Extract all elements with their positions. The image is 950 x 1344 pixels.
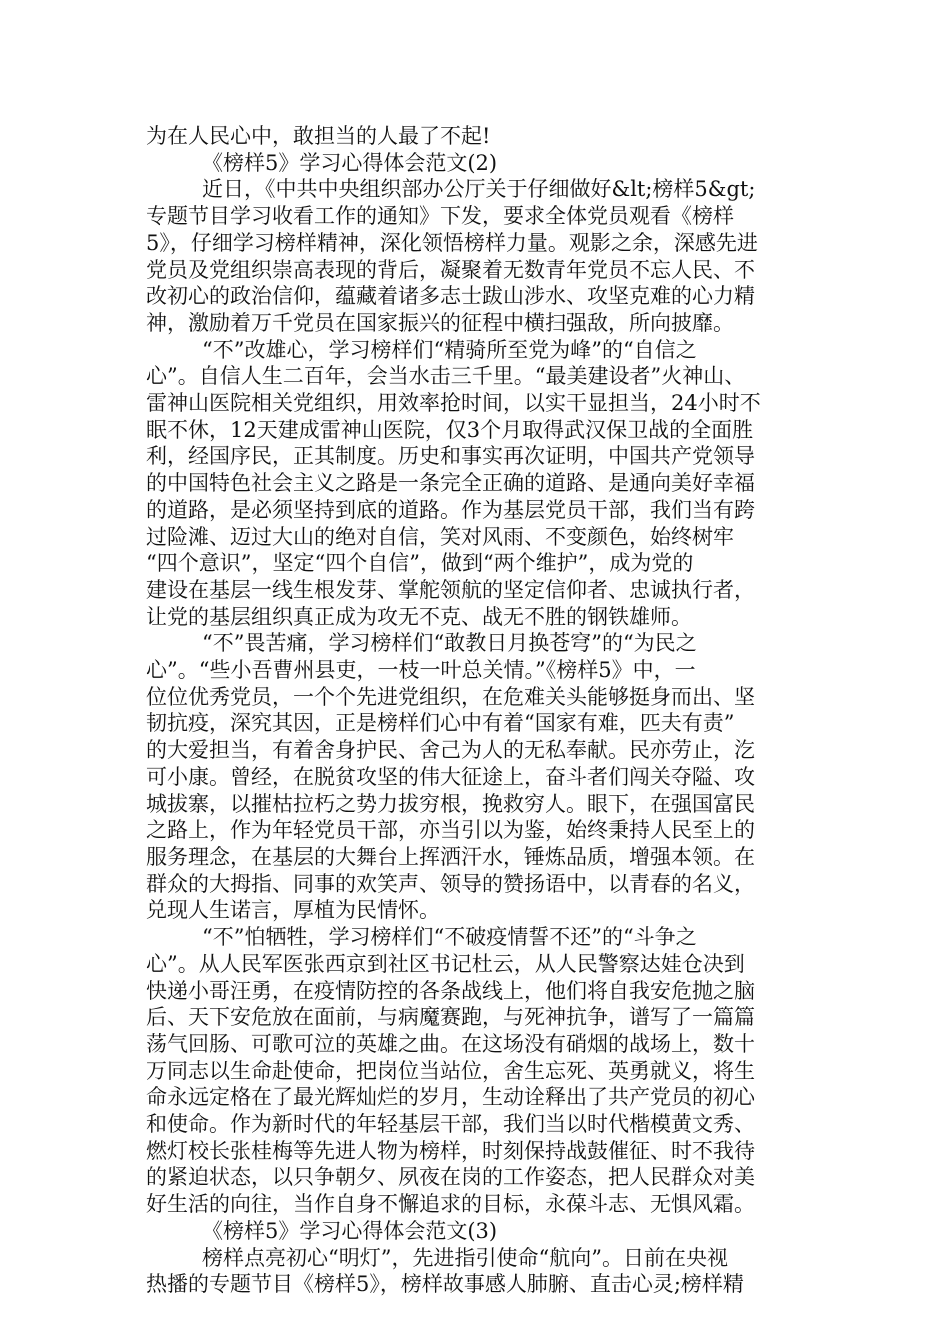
text-line: 心”。自信人生二百年，会当水击三千里。“最美建设者”火神山、 <box>146 364 746 389</box>
text-line: 神，激励着万千党员在国家振兴的征程中横扫强敌，所向披靡。 <box>146 310 734 335</box>
text-line: 为在人民心中，敢担当的人最了不起! <box>146 124 491 148</box>
text-line: 韧抗疫，深究其因，正是榜样们心中有着“国家有难，匹夫有责” <box>146 711 735 736</box>
text-line: 改初心的政治信仰，蕴藏着诸多志士跋山涉水、攻坚克难的心力精 <box>146 284 755 309</box>
section-heading-3: 《榜样5》学习心得体会范文(3) <box>202 1218 498 1243</box>
text-line: 万同志以生命赴使命，把岗位当站位，舍生忘死、英勇就义，将生 <box>146 1058 755 1083</box>
text-line: 建设在基层一线生根发芽、掌舵领航的坚定信仰者、忠诚执行者， <box>146 577 755 602</box>
text-line: 的道路，是必须坚持到底的道路。作为基层党员干部，我们当有跨 <box>146 497 755 522</box>
text-line: 的大爱担当，有着舍身护民、舍己为人的无私奉献。民亦劳止，汔 <box>146 738 755 763</box>
text-line: 近日，《中共中央组织部办公厅关于仔细做好&lt;榜样5&gt; <box>202 177 756 202</box>
text-line: 服务理念，在基层的大舞台上挥洒汗水，锤炼品质，增强本领。在 <box>146 844 755 869</box>
text-line: 城拔寨，以摧枯拉朽之势力拔穷根，挽救穷人。眼下，在强国富民 <box>146 791 755 816</box>
text-line: 燃灯校长张桂梅等先进人物为榜样，时刻保持战鼓催征、时不我待 <box>146 1138 755 1163</box>
text-line: 雷神山医院相关党组织，用效率抢时间，以实干显担当，24小时不 <box>146 391 761 416</box>
text-line: “不”畏苦痛，学习榜样们“敢教日月换苍穹”的“为民之 <box>202 631 697 656</box>
text-line: 可小康。曾经，在脱贫攻坚的伟大征途上，奋斗者们闯关夺隘、攻 <box>146 764 755 789</box>
text-line: 群众的大拇指、同事的欢笑声、领导的赞扬语中，以青春的名义， <box>146 871 755 896</box>
text-line: 心”。“些小吾曹州县吏，一枝一叶总关情。”《榜样5》中，一 <box>146 658 696 683</box>
text-line: 专题节目学习收看工作的通知》下发，要求全体党员观看《榜样 <box>146 204 734 229</box>
text-line: 和使命。作为新时代的年轻基层干部，我们当以时代楷模黄文秀、 <box>146 1112 755 1137</box>
text-line: 位位优秀党员，一个个先进党组织，在危难关头能够挺身而出、坚 <box>146 684 755 709</box>
text-line: “四个意识”，坚定“四个自信”，做到“两个维护”，成为党的 <box>146 551 694 576</box>
text-line: 命永远定格在了最光辉灿烂的岁月，生动诠释出了共产党员的初心 <box>146 1085 755 1110</box>
text-line: 好生活的向往，当作自身不懈追求的目标，永葆斗志、无惧风霜。 <box>146 1192 755 1217</box>
document-body <box>146 123 810 1298</box>
text-line: “不”改雄心，学习榜样们“精骑所至党为峰”的“自信之 <box>202 337 697 362</box>
text-line: 兑现人生诺言，厚植为民情怀。 <box>146 898 440 923</box>
text-line: “不”怕牺牲，学习榜样们“不破疫情誓不还”的“斗争之 <box>202 925 697 950</box>
text-line: 榜样点亮初心“明灯”，先进指引使命“航向”。日前在央视 <box>202 1245 728 1270</box>
text-line: 热播的专题节目《榜样5》，榜样故事感人肺腑、直击心灵;榜样精 <box>146 1272 744 1297</box>
text-line: 心”。从人民军医张西京到社区书记杜云，从人民警察达娃仓决到 <box>146 951 745 976</box>
text-line: 的中国特色社会主义之路是一条完全正确的道路、是通向美好幸福 <box>146 471 755 496</box>
section-heading-2: 《榜样5》学习心得体会范文(2) <box>202 150 498 175</box>
text-line: 让党的基层组织真正成为攻无不克、战无不胜的钢铁雄师。 <box>146 604 692 629</box>
text-line: 后、天下安危放在面前，与病魔赛跑，与死神抗争，谱写了一篇篇 <box>146 1005 755 1030</box>
text-line: 的紧迫状态，以只争朝夕、夙夜在岗的工作姿态，把人民群众对美 <box>146 1165 755 1190</box>
text-line: 利，经国序民，正其制度。历史和事实再次证明，中国共产党领导 <box>146 444 755 469</box>
text-line: 快递小哥汪勇，在疫情防控的各条战线上，他们将自我安危抛之脑 <box>146 978 755 1003</box>
text-line: 之路上，作为年轻党员干部，亦当引以为鉴，始终秉持人民至上的 <box>146 818 755 843</box>
text-line: 过险滩、迈过大山的绝对自信，笑对风雨、不变颜色，始终树牢 <box>146 524 734 549</box>
text-line: 荡气回肠、可歌可泣的英雄之曲。在这场没有硝烟的战场上，数十 <box>146 1031 755 1056</box>
text-line: 眠不休，12天建成雷神山医院，仅3个月取得武汉保卫战的全面胜 <box>146 417 754 442</box>
text-line: 党员及党组织崇高表现的背后，凝聚着无数青年党员不忘人民、不 <box>146 257 755 282</box>
text-line: 5》，仔细学习榜样精神，深化领悟榜样力量。观影之余，深感先进 <box>146 230 758 255</box>
